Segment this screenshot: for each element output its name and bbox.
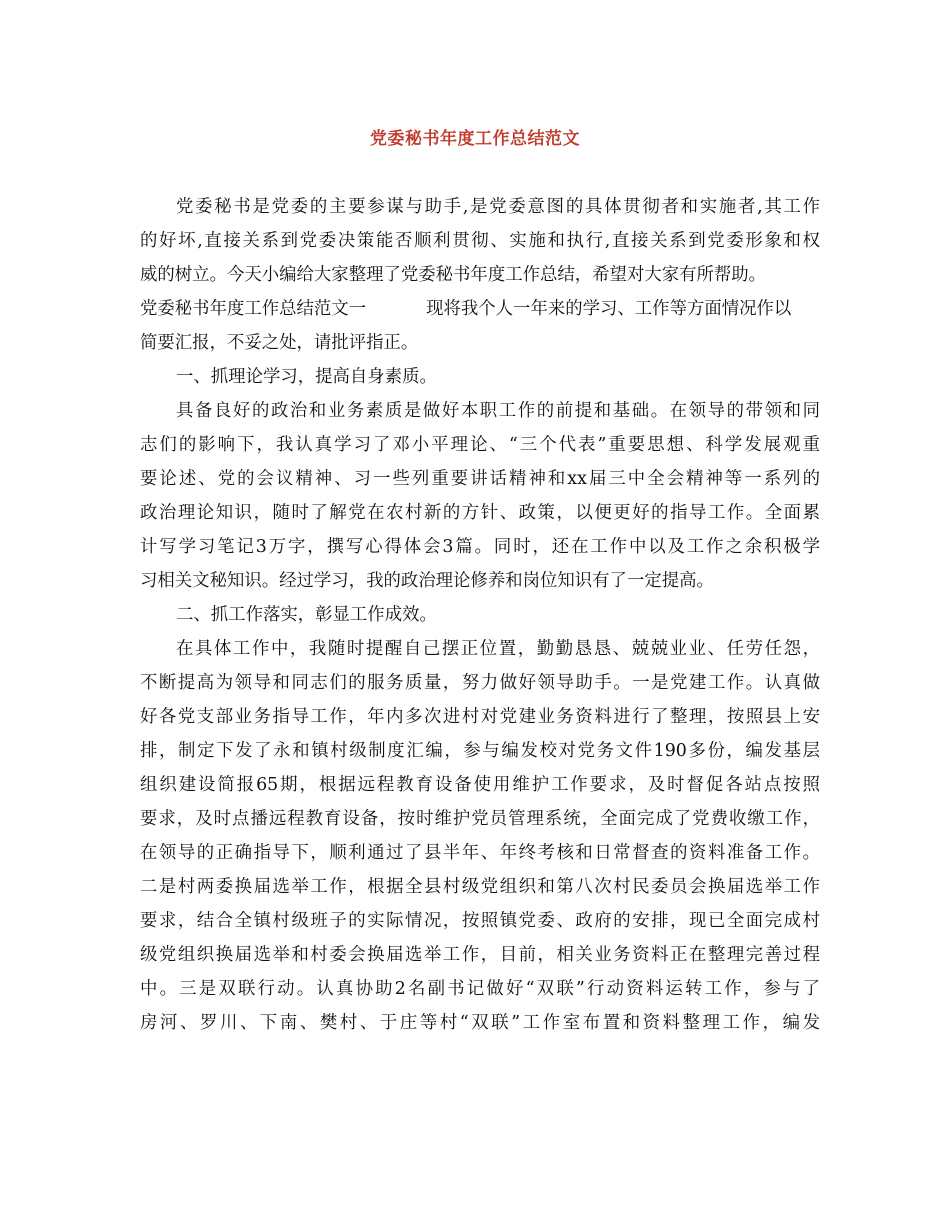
section-heading: 二、抓工作落实，彰显工作成效。 [176,605,437,625]
paragraph-line: 志们的影响下，我认真学习了邓小平理论、“三个代表”重要思想、科学发展观重 [140,435,820,455]
paragraph-line: 中。三是双联行动。认真协助2名副书记做好“双联”行动资料运转工作，参与了 [140,979,820,999]
paragraph-line: 要论述、党的会议精神、习一些列重要讲话精神和xx届三中全会精神等一系列的 [140,469,820,489]
paragraph-line: 房河、罗川、下南、樊村、于庄等村“双联”工作室布置和资料整理工作，编发 [140,1013,820,1033]
paragraph-line: 习相关文秘知识。经过学习，我的政治理论修养和岗位知识有了一定提高。 [140,571,714,591]
paragraph-line: 在领导的正确指导下，顺利通过了县半年、年终考核和日常督查的资料准备工作。 [140,843,820,863]
paragraph-line: 不断提高为领导和同志们的服务质量，努力做好领导助手。一是党建工作。认真做 [140,673,820,693]
paragraph-line: 二是村两委换届选举工作，根据全县村级党组织和第八次村民委员会换届选举工作 [140,877,820,897]
paragraph-line-with-subtitle [140,292,820,326]
paragraph-line: 党委秘书是党委的主要参谋与助手,是党委意图的具体贯彻者和实施者,其工作 [176,197,820,217]
paragraph-line: 好各党支部业务指导工作，年内多次进村对党建业务资料进行了整理，按照县上安 [140,707,820,727]
paragraph-line: 级党组织换届选举和村委会换届选举工作，目前，相关业务资料正在整理完善过程 [140,945,820,965]
paragraph-line: 计写学习笔记3万字，撰写心得体会3篇。同时，还在工作中以及工作之余积极学 [140,537,820,557]
section-heading: 一、抓理论学习，提高自身素质。 [176,367,437,387]
document-body [140,190,820,1040]
paragraph-line: 排，制定下发了永和镇村级制度汇编，参与编发校对党务文件190多份，编发基层 [140,741,820,761]
paragraph-line: 要求，及时点播远程教育设备，按时维护党员管理系统，全面完成了党费收缴工作， [140,809,820,829]
paragraph-line: 具备良好的政治和业务素质是做好本职工作的前提和基础。在领导的带领和同 [176,401,820,421]
paragraph-line: 的好坏,直接关系到党委决策能否顺利贯彻、实施和执行,直接关系到党委形象和权 [140,231,820,251]
paragraph-line: 政治理论知识，随时了解党在农村新的方针、政策，以便更好的指导工作。全面累 [140,503,820,523]
paragraph-line: 组织建设简报65期，根据远程教育设备使用维护工作要求，及时督促各站点按照 [140,775,820,795]
document-title: 党委秘书年度工作总结范文 [370,129,580,149]
section-subtitle: 党委秘书年度工作总结范文一 [140,299,367,319]
paragraph-text: 现将我个人一年来的学习、工作等方面情况作以 [426,299,792,319]
paragraph-line: 要求，结合全镇村级班子的实际情况，按照镇党委、政府的安排，现已全面完成村 [140,911,820,931]
paragraph-line: 简要汇报，不妥之处，请批评指正。 [140,333,419,353]
paragraph-line: 在具体工作中，我随时提醒自己摆正位置，勤勤恳恳、兢兢业业、任劳任怨， [176,639,820,659]
paragraph-line: 威的树立。今天小编给大家整理了党委秘书年度工作总结，希望对大家有所帮助。 [140,265,767,285]
